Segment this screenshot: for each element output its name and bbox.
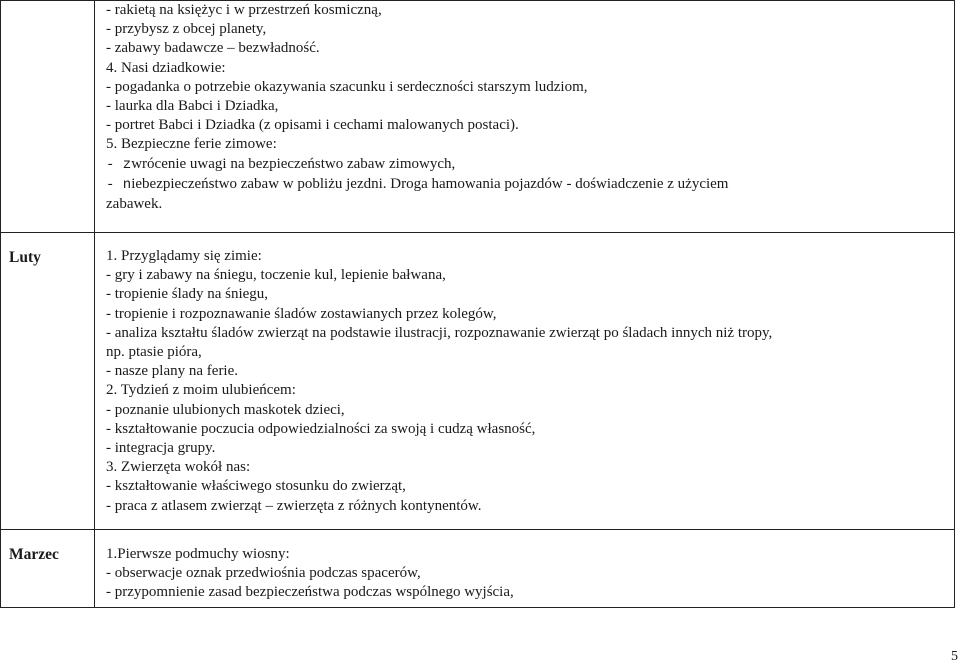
text-line: - gry i zabawy na śniegu, toczenie kul, lepienie bałwana, bbox=[106, 267, 446, 284]
text-line: 1. Przyglądamy się zimie: bbox=[106, 248, 262, 264]
text-line: - tropienie ślady na śniegu, bbox=[106, 286, 269, 303]
text-line: - tropienie i rozpoznawanie śladów zostawianych przez kolegów, bbox=[106, 305, 497, 322]
text-line: - portret Babci i Dziadka (z opisami i cechami malowanych postaci). bbox=[106, 117, 519, 134]
table-row bbox=[1, 233, 955, 530]
text-line-rest: wrócenie uwagi na bezpieczeństwo zabaw zimowych, bbox=[131, 155, 456, 172]
text-line bbox=[106, 175, 954, 195]
text-line: - obserwacje oznak przedwiośnia podczas spacerów, bbox=[106, 565, 421, 582]
month-label bbox=[1, 1, 94, 15]
text-line: - przypomnienie zasad bezpieczeństwa podczas wspólnego wyjścia, bbox=[106, 584, 514, 601]
month-cell bbox=[1, 530, 95, 608]
text-line: - rakietą na księżyc i w przestrzeń kosmiczną, bbox=[106, 2, 382, 18]
text-line-rest: iebezpieczeństwo zabaw w pobliżu jezdni. Droga hamowania pojazdów - doświadczenie z użyciem bbox=[131, 175, 729, 192]
text-line: - laurka dla Babci i Dziadka, bbox=[106, 98, 279, 115]
text-line: - zabawy badawcze – bezwładność. bbox=[106, 40, 320, 57]
content-cell bbox=[95, 530, 955, 608]
text-line: - integracja grupy. bbox=[106, 440, 216, 457]
text-line: - kształtowanie poczucia odpowiedzialności za swoją i cudzą własność, bbox=[106, 420, 536, 437]
text-line: 3. Zwierzęta wokół nas: bbox=[106, 459, 251, 476]
month-label: Marzec bbox=[9, 546, 59, 563]
text-line: 2. Tydzień z moim ulubieńcem: bbox=[106, 382, 296, 399]
text-line: - pogadanka o potrzebie okazywania szacunku i serdeczności starszym ludziom, bbox=[106, 78, 588, 95]
table-row bbox=[1, 1, 955, 233]
text-line: - praca z atlasem zwierząt – zwierzęta z różnych kontynentów. bbox=[106, 497, 482, 514]
text-line-prefix: - z bbox=[106, 156, 132, 173]
table-row bbox=[1, 530, 955, 608]
text-line: - przybysz z obcej planety, bbox=[106, 21, 267, 38]
page-number: 5 bbox=[951, 649, 958, 664]
text-line: 5. Bezpieczne ferie zimowe: bbox=[106, 136, 277, 153]
text-line bbox=[106, 155, 954, 175]
month-cell bbox=[1, 1, 95, 233]
text-line: 1.Pierwsze podmuchy wiosny: bbox=[106, 546, 290, 562]
text-line: zabawek. bbox=[106, 196, 163, 213]
content-cell bbox=[95, 233, 955, 530]
month-cell bbox=[1, 233, 95, 530]
text-line: np. ptasie pióra, bbox=[106, 344, 202, 361]
text-line-prefix: - n bbox=[106, 176, 132, 193]
month-label: Luty bbox=[9, 249, 41, 266]
text-line: - kształtowanie właściwego stosunku do zwierząt, bbox=[106, 478, 406, 495]
text-line: - nasze plany na ferie. bbox=[106, 363, 239, 380]
content-cell bbox=[95, 1, 955, 233]
text-line: 4. Nasi dziadkowie: bbox=[106, 59, 226, 76]
text-line: - analiza kształtu śladów zwierząt na podstawie ilustracji, rozpoznawanie zwierząt po śladach innych niż tropy, bbox=[106, 324, 773, 341]
text-line: - poznanie ulubionych maskotek dzieci, bbox=[106, 401, 345, 418]
